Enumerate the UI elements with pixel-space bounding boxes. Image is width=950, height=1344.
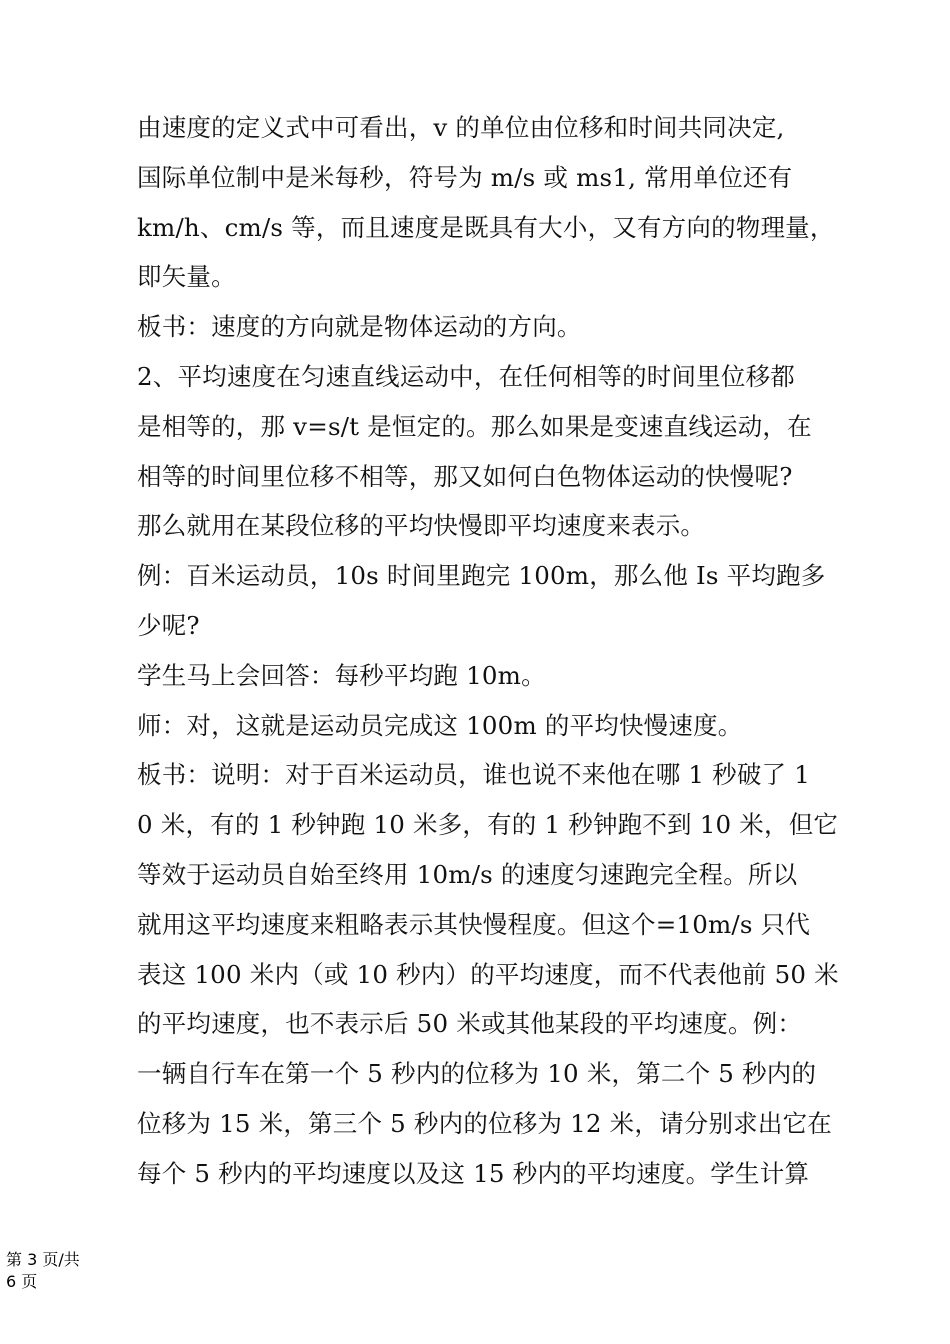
text-line: 位移为 15 米，第三个 5 秒内的位移为 12 米，请分别求出它在 bbox=[137, 1108, 832, 1138]
text-line: 那么就用在某段位移的平均快慢即平均速度来表示。 bbox=[137, 511, 706, 541]
document-body bbox=[137, 103, 839, 1199]
text-line: 相等的时间里位移不相等，那又如何白色物体运动的快慢呢? bbox=[137, 461, 793, 491]
text-line: 板书：速度的方向就是物体运动的方向。 bbox=[137, 312, 582, 342]
text-line: 即矢量。 bbox=[137, 262, 236, 292]
text-line: 2、平均速度在匀速直线运动中，在任何相等的时间里位移都 bbox=[137, 361, 795, 391]
text-line: 0 米，有的 1 秒钟跑 10 米多，有的 1 秒钟跑不到 10 米，但它 bbox=[137, 810, 839, 840]
page-number-line-1: 第 3 页/共 bbox=[6, 1250, 80, 1269]
page-number-line-2: 6 页 bbox=[6, 1272, 38, 1291]
text-line: 等效于运动员自始至终用 10m/s 的速度匀速跑完全程。所以 bbox=[137, 859, 798, 889]
text-line: 少呢? bbox=[137, 610, 200, 640]
text-line: 国际单位制中是米每秒，符号为 m/s 或 ms1, 常用单位还有 bbox=[137, 162, 793, 192]
text-line: 每个 5 秒内的平均速度以及这 15 秒内的平均速度。学生计算 bbox=[137, 1158, 810, 1188]
text-line: km/h、cm/s 等，而且速度是既具有大小，又有方向的物理量， bbox=[137, 212, 835, 242]
text-line: 一辆自行车在第一个 5 秒内的位移为 10 米，第二个 5 秒内的 bbox=[137, 1059, 817, 1089]
body-text bbox=[137, 103, 839, 1199]
text-line: 板书：说明：对于百米运动员，谁也说不来他在哪 1 秒破了 1 bbox=[137, 760, 811, 790]
page-number bbox=[6, 1249, 96, 1293]
text-line: 是相等的，那 v=s/t 是恒定的。那么如果是变速直线运动，在 bbox=[137, 411, 812, 441]
text-line: 例：百米运动员，10s 时间里跑完 100m，那么他 Is 平均跑多 bbox=[137, 561, 826, 591]
text-line: 表这 100 米内（或 10 秒内）的平均速度，而不代表他前 50 米 bbox=[137, 959, 839, 989]
text-line: 就用这平均速度来粗略表示其快慢程度。但这个=10m/s 只代 bbox=[137, 909, 811, 939]
text-line: 由速度的定义式中可看出，v 的单位由位移和时间共同决定, bbox=[137, 113, 785, 142]
text-line: 学生马上会回答：每秒平均跑 10m。 bbox=[137, 660, 546, 690]
text-line: 的平均速度，也不表示后 50 米或其他某段的平均速度。例： bbox=[137, 1009, 803, 1039]
text-line: 师：对，这就是运动员完成这 100m 的平均快慢速度。 bbox=[137, 710, 743, 740]
